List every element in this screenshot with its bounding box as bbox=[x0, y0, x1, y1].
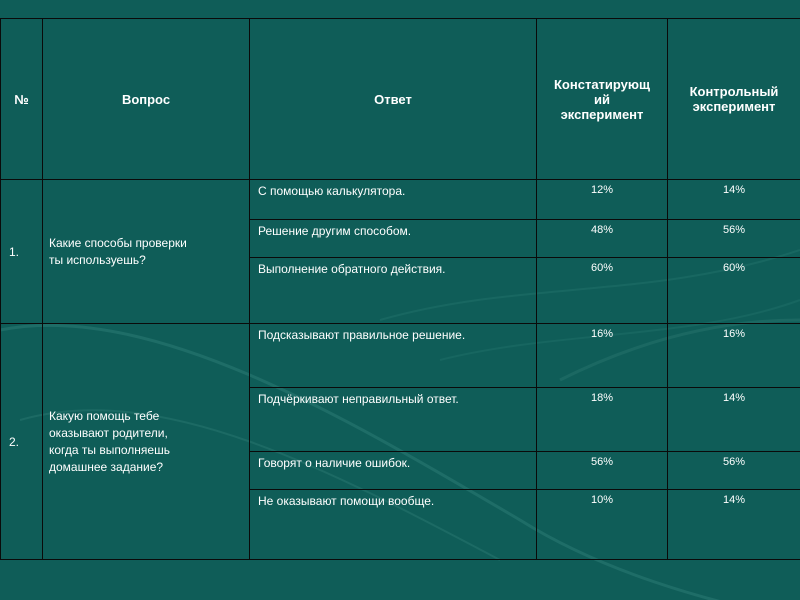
control-value: 14% bbox=[668, 180, 800, 220]
answer-cell: Говорят о наличие ошибок. bbox=[250, 452, 537, 490]
table-header-row bbox=[1, 19, 800, 180]
survey-table-container bbox=[0, 18, 800, 558]
control-value: 14% bbox=[668, 490, 800, 560]
table-row bbox=[1, 324, 800, 388]
control-value: 60% bbox=[668, 258, 800, 324]
answer-cell: Решение другим способом. bbox=[250, 220, 537, 258]
question-number: 2. bbox=[1, 324, 43, 560]
ascertaining-value: 48% bbox=[537, 220, 668, 258]
answer-cell: Подсказывают правильное решение. bbox=[250, 324, 537, 388]
ascertaining-value: 16% bbox=[537, 324, 668, 388]
header-num: № bbox=[1, 19, 43, 180]
ascertaining-value: 56% bbox=[537, 452, 668, 490]
answer-cell: Не оказывают помощи вообще. bbox=[250, 490, 537, 560]
control-value: 14% bbox=[668, 388, 800, 452]
header-answer: Ответ bbox=[250, 19, 537, 180]
question-text: Какие способы проверки ты используешь? bbox=[43, 180, 250, 324]
header-question: Вопрос bbox=[43, 19, 250, 180]
answer-cell: С помощью калькулятора. bbox=[250, 180, 537, 220]
ascertaining-value: 18% bbox=[537, 388, 668, 452]
survey-results-table bbox=[0, 18, 800, 560]
ascertaining-value: 10% bbox=[537, 490, 668, 560]
header-ascertaining-experiment: Констатирующ ий эксперимент bbox=[537, 19, 668, 180]
answer-cell: Подчёркивают неправильный ответ. bbox=[250, 388, 537, 452]
ascertaining-value: 60% bbox=[537, 258, 668, 324]
question-text: Какую помощь тебе оказывают родители, когда ты выполняешь домашнее задание? bbox=[43, 324, 250, 560]
control-value: 56% bbox=[668, 452, 800, 490]
answer-cell: Выполнение обратного действия. bbox=[250, 258, 537, 324]
question-number: 1. bbox=[1, 180, 43, 324]
header-control-experiment: Контрольный эксперимент bbox=[668, 19, 800, 180]
ascertaining-value: 12% bbox=[537, 180, 668, 220]
control-value: 16% bbox=[668, 324, 800, 388]
control-value: 56% bbox=[668, 220, 800, 258]
table-row bbox=[1, 180, 800, 220]
